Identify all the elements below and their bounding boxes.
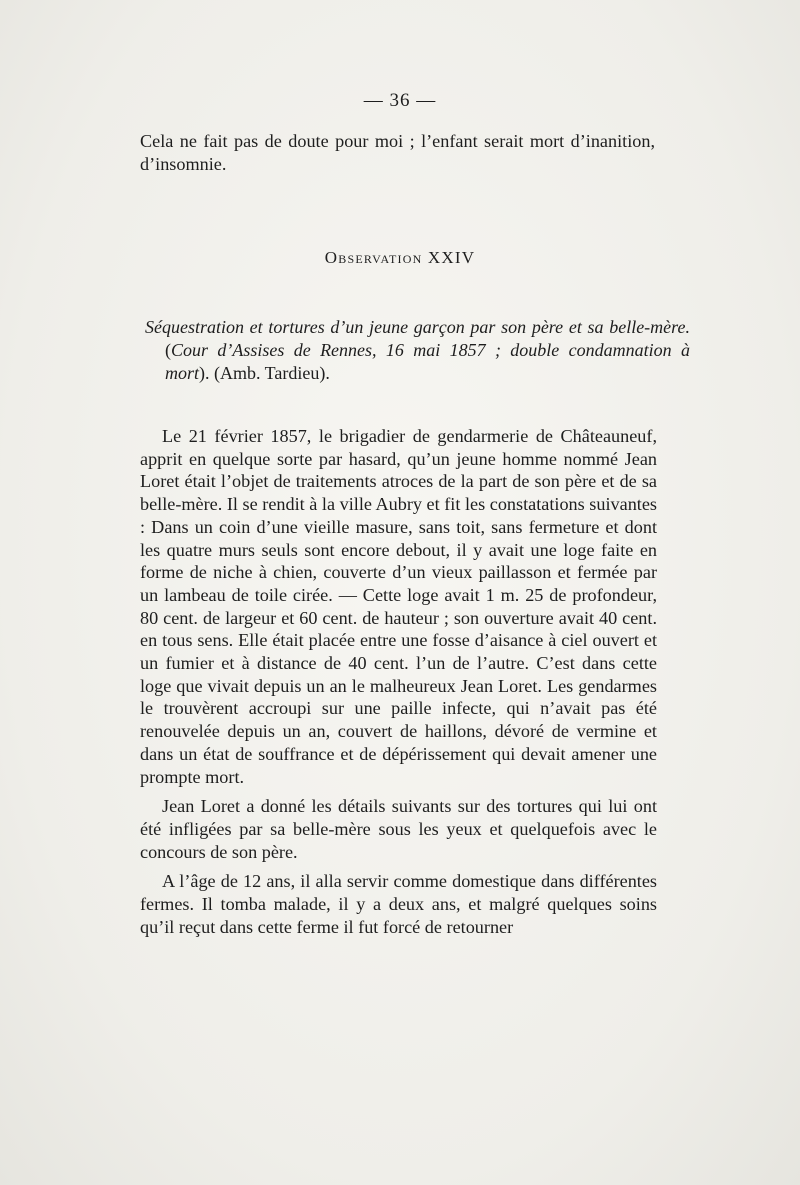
summary-court-close: ).: [199, 363, 210, 383]
body-paragraph: Jean Loret a donné les détails suivants sur des tortures qui lui ont été infligées par sa belle-mère sous les yeux et quelquefois avec le concours de son père.: [140, 796, 657, 862]
observation-summary: [145, 316, 690, 385]
body-paragraph: Le 21 février 1857, le brigadier de gendarmerie de Châteauneuf, apprit en quelque sorte par hasard, qu’un jeune homme nommé Jean Loret était l’objet de traitements atroces de la part de son père et de sa belle-mère. Il se rendit à la ville Aubry et fit les constatations suivantes : Dans un coin d’une vieille masure, sans toit, sans fermeture et dont les quatre murs seuls sont encore debout, il y avait une loge faite en forme de niche à chien, couverte d’un vieux paillasson et fermée par un lambeau de toile cirée. — Cette loge avait 1 m. 25 de profondeur, 80 cent. de largeur et 60 cent. de hauteur ; son ouverture avait 40 cent. en tous sens. Elle était placée entre une fosse d’aisance à ciel ouvert et un fumier et à distance de 40 cent. l’un de l’autre. C’est dans cette loge que vivait depuis un an le malheureux Jean Loret. Les gendarmes le trouvèrent accroupi sur une paille infecte, qui n’avait pas été renouvelée depuis un an, couvert de haillons, dévoré de vermine et dans un état de souffrance et de dépérissement qui devait amener une prompte mort.: [140, 426, 657, 787]
intro-text: Cela ne fait pas de doute pour moi ; l’enfant serait mort d’inanition, d’insomnie.: [140, 131, 655, 174]
summary-court: Cour d’Assises de Rennes, 16 mai 1857 ; double condamnation à mort: [165, 340, 690, 383]
summary-title: Séquestration et tortures d’un jeune garçon par son père et sa belle-mère.: [145, 317, 690, 337]
page-number: — 36 —: [363, 90, 437, 111]
section-heading: Observation XXIV: [324, 248, 476, 267]
body-text: [140, 425, 657, 945]
summary-court-open: (: [165, 340, 171, 360]
intro-paragraph: [140, 130, 655, 175]
body-paragraph: A l’âge de 12 ans, il alla servir comme domestique dans différentes fermes. Il tomba malade, il y a deux ans, et malgré quelques soins qu’il reçut dans cette ferme il fut forcé de retourner: [140, 871, 657, 937]
summary-source: (Amb. Tardieu).: [214, 363, 330, 383]
